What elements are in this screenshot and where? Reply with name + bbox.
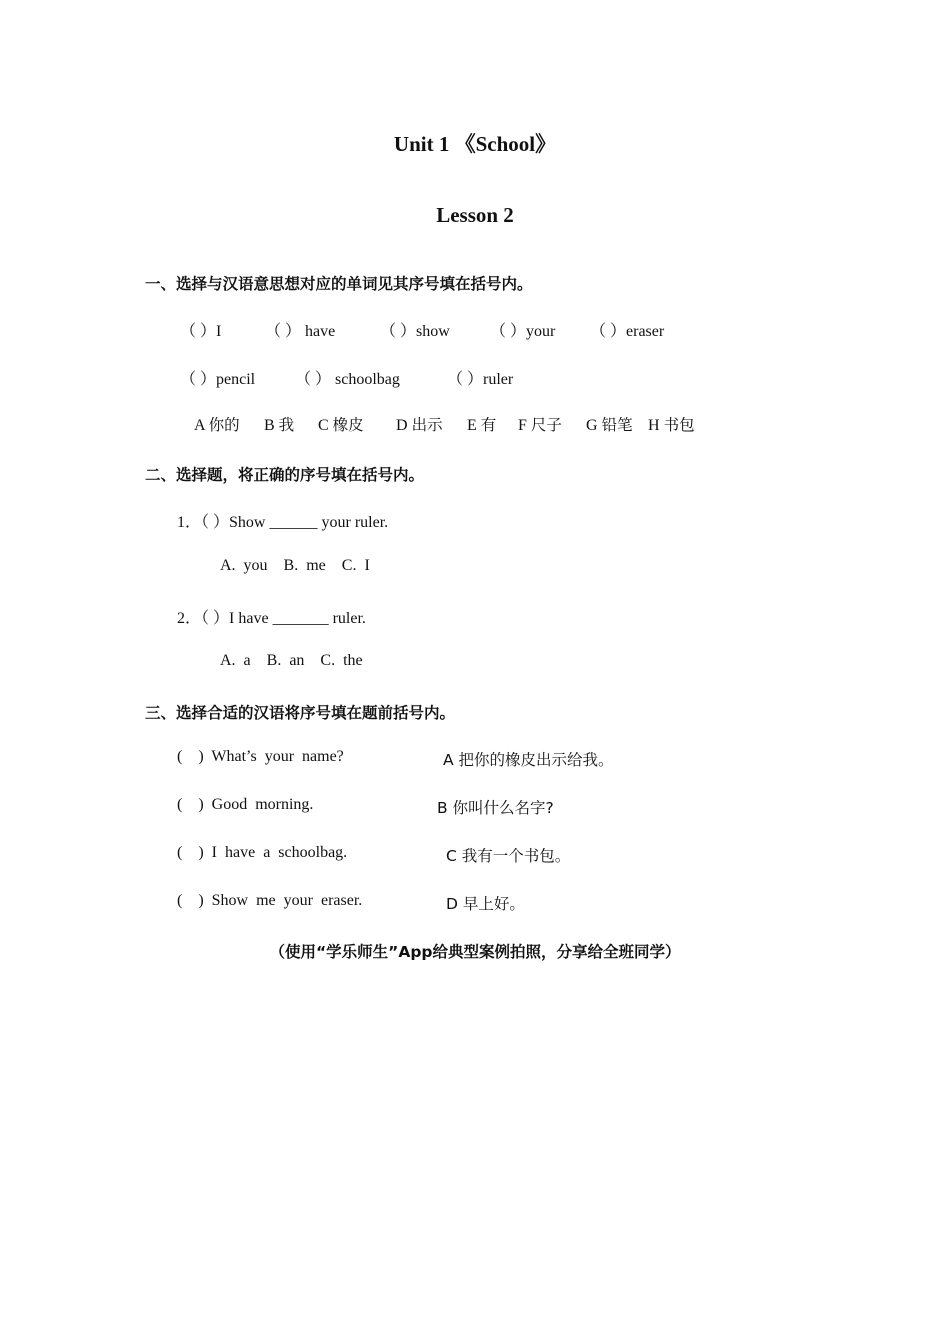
option-item: G 铅笔 xyxy=(586,416,633,434)
match-answer: C 我有一个书包。 xyxy=(446,847,571,865)
option-item: B 我 xyxy=(264,416,295,434)
option-item: F 尺子 xyxy=(518,416,562,434)
list-item: （ ）pencil xyxy=(180,371,256,388)
section2-heading: 二、选择题，将正确的序号填在括号内。 xyxy=(145,466,425,484)
match-row: ( ) Good morning. xyxy=(177,796,314,813)
list-item: （ ）show xyxy=(380,323,450,340)
option-item: E 有 xyxy=(467,416,497,434)
lesson-subtitle: Lesson 2 xyxy=(436,203,514,227)
option-item: C 橡皮 xyxy=(318,416,364,434)
question-1: 1．（ ）Show ______ your ruler. xyxy=(177,514,389,531)
option-item: H 书包 xyxy=(648,416,695,434)
question-2-options: A. a B. an C. the xyxy=(220,652,363,669)
list-item: （ ）eraser xyxy=(590,323,665,340)
question-2: 2．（ ）I have _______ ruler. xyxy=(177,610,366,627)
list-item: （ ） have xyxy=(265,323,336,340)
match-answer: D 早上好。 xyxy=(446,895,525,913)
section1-options xyxy=(194,413,695,435)
page-title: Unit 1 《School》 xyxy=(393,132,557,156)
section1-heading: 一、选择与汉语意思想对应的单词见其序号填在括号内。 xyxy=(145,275,533,293)
list-item: （ ）I xyxy=(180,323,222,340)
match-row: ( ) What’s your name? xyxy=(177,748,344,765)
footer-note: （使用“学乐师生”App给典型案例拍照，分享给全班同学） xyxy=(269,943,681,961)
question-1-options: A. you B. me C. I xyxy=(220,557,370,574)
section1-row2 xyxy=(180,366,513,389)
section3-heading: 三、选择合适的汉语将序号填在题前括号内。 xyxy=(145,704,456,722)
option-item: D 出示 xyxy=(396,416,443,434)
option-item: A 你的 xyxy=(194,416,240,434)
list-item: （ ） schoolbag xyxy=(295,371,400,388)
list-item: （ ）ruler xyxy=(447,371,514,388)
match-answer: B 你叫什么名字? xyxy=(437,799,554,817)
match-answer: A 把你的橡皮出示给我。 xyxy=(443,751,614,769)
match-row: ( ) Show me your eraser. xyxy=(177,892,363,909)
list-item: （ ）your xyxy=(490,323,556,340)
match-row: ( ) I have a schoolbag. xyxy=(177,844,348,861)
section1-row1 xyxy=(180,318,664,341)
